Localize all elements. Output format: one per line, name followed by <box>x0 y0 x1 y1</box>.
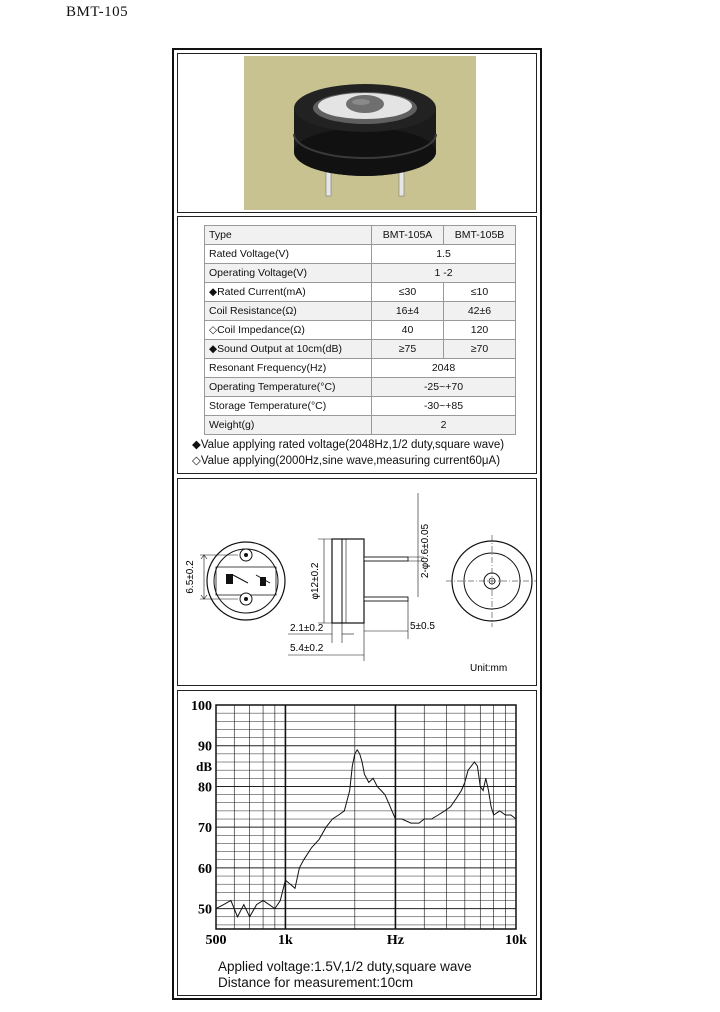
spec-value-b: ≤10 <box>444 283 516 302</box>
spec-value-a: 40 <box>372 321 444 340</box>
caption-voltage: Applied voltage:1.5V,1/2 duty,square wave <box>218 959 472 974</box>
top-view <box>446 535 536 627</box>
spec-row <box>205 340 516 359</box>
spec-label: ◇Coil Impedance(Ω) <box>205 321 372 340</box>
spec-row <box>205 359 516 378</box>
spec-row <box>205 397 516 416</box>
dim-pin: 2-φ0.6±0.05 <box>420 523 431 579</box>
plot-area <box>216 705 516 929</box>
spec-header-a: BMT-105A <box>372 226 444 245</box>
spec-row <box>205 245 516 264</box>
spec-label: Operating Temperature(°C) <box>205 378 372 397</box>
spec-header-b: BMT-105B <box>444 226 516 245</box>
buzzer-illustration <box>244 56 476 210</box>
photo-panel <box>177 53 537 213</box>
dim-pin-length: 5±0.5 <box>410 621 435 632</box>
drawing-panel <box>177 478 537 686</box>
spec-label: Resonant Frequency(Hz) <box>205 359 372 378</box>
spec-label: Storage Temperature(°C) <box>205 397 372 416</box>
note-impedance: ◇Value applying(2000Hz,sine wave,measuring current60μA) <box>192 455 501 467</box>
y-tick-label: 100 <box>191 699 212 714</box>
spec-label: Rated Voltage(V) <box>205 245 372 264</box>
frequency-response-chart <box>178 691 536 951</box>
spec-value: 2048 <box>372 359 516 378</box>
y-tick-label: 90 <box>198 739 212 755</box>
spec-value-a: 16±4 <box>372 302 444 321</box>
dim-pin-pitch: 6.5±0.2 <box>185 560 196 594</box>
spec-value-a: ≤30 <box>372 283 444 302</box>
spec-value-b: ≥70 <box>444 340 516 359</box>
x-tick-label: 500 <box>205 933 227 948</box>
spec-value-a: ≥75 <box>372 340 444 359</box>
spec-table <box>204 225 516 435</box>
product-photo <box>244 56 476 210</box>
caption-distance: Distance for measurement:10cm <box>218 975 414 990</box>
spec-row <box>205 283 516 302</box>
dimension-drawing <box>178 479 536 685</box>
spec-label: ◆Sound Output at 10cm(dB) <box>205 340 372 359</box>
spec-row <box>205 302 516 321</box>
spec-value: 2 <box>372 416 516 435</box>
spec-value: -30~+85 <box>372 397 516 416</box>
spec-label: Coil Resistance(Ω) <box>205 302 372 321</box>
chart-panel <box>177 690 537 996</box>
dim-base: 2.1±0.2 <box>290 623 324 634</box>
spec-row <box>205 264 516 283</box>
y-tick-label: 60 <box>198 861 212 877</box>
x-tick-label: 1k <box>278 933 293 948</box>
unit-label: Unit:mm <box>470 663 508 674</box>
side-view <box>288 493 424 661</box>
spec-value: -25~+70 <box>372 378 516 397</box>
spec-value-b: 42±6 <box>444 302 516 321</box>
spec-row <box>205 321 516 340</box>
dim-height: 5.4±0.2 <box>290 643 324 654</box>
document-title: BMT-105 <box>66 4 129 20</box>
x-tick-label: 10k <box>505 933 527 948</box>
spec-label: Weight(g) <box>205 416 372 435</box>
spec-header-row <box>205 226 516 245</box>
bottom-view <box>200 542 285 620</box>
spec-value: 1.5 <box>372 245 516 264</box>
spec-label: Operating Voltage(V) <box>205 264 372 283</box>
x-tick-label: Hz <box>386 933 404 948</box>
y-tick-label: 50 <box>198 902 212 918</box>
spec-panel <box>177 216 537 474</box>
y-tick-label: 70 <box>198 821 212 837</box>
spec-value: 1 -2 <box>372 264 516 283</box>
spec-row <box>205 416 516 435</box>
spec-value-b: 120 <box>444 321 516 340</box>
note-rated-voltage: ◆Value applying rated voltage(2048Hz,1/2 duty,square wave) <box>192 439 505 451</box>
y-axis-label: dB <box>196 759 212 775</box>
dim-diameter: φ12±0.2 <box>310 562 321 600</box>
spec-row <box>205 378 516 397</box>
spec-label: ◆Rated Current(mA) <box>205 283 372 302</box>
datasheet-frame <box>172 48 542 1000</box>
spec-header-type: Type <box>205 226 372 245</box>
y-tick-label: 80 <box>198 780 212 796</box>
